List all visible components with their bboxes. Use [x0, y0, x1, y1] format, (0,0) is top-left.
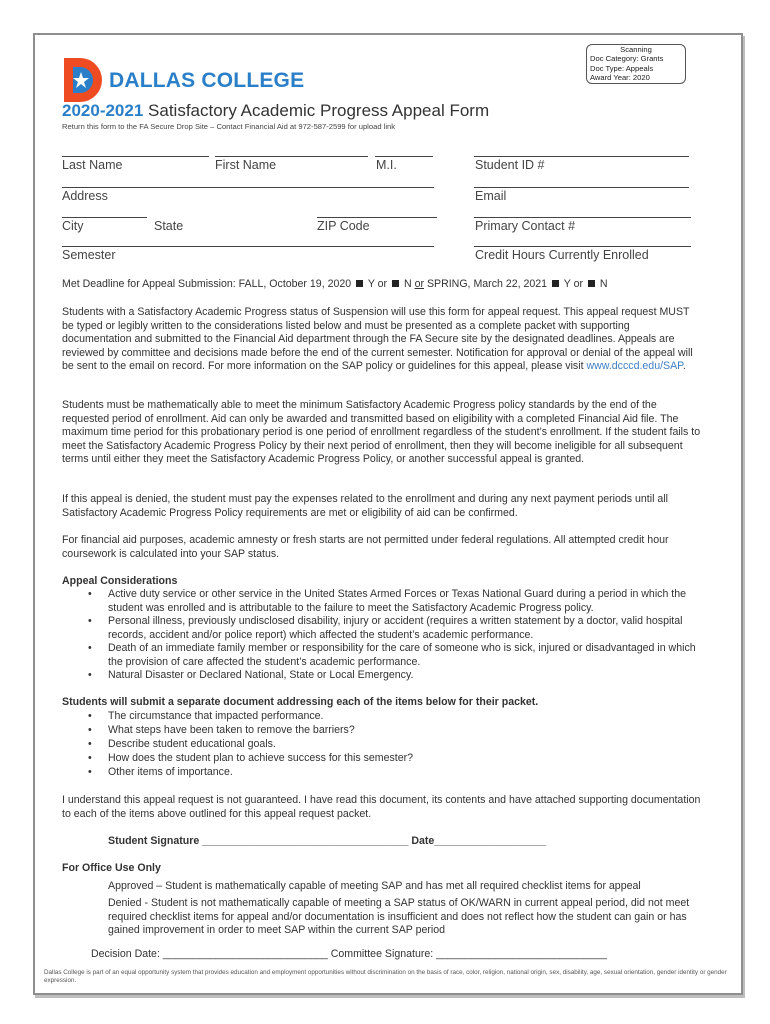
scan-line: Doc Type: Appeals	[590, 63, 654, 73]
paragraph-amnesty: For financial aid purposes, academic amnesty or fresh starts are not permitted under federal regulations. All attempted credit hour coursework is calculated into your SAP status.	[62, 534, 669, 560]
deadline-no-spring: N	[596, 278, 608, 290]
list-item-text: Natural Disaster or Declared National, State or Local Emergency.	[108, 669, 414, 681]
student-id-label: Student ID #	[475, 158, 545, 172]
paragraph-suspension	[62, 306, 702, 374]
list-item-text: Describe student educational goals.	[108, 738, 276, 750]
zip-label: ZIP Code	[317, 219, 370, 233]
first-name-label: First Name	[215, 158, 277, 172]
list-item	[88, 724, 698, 738]
scan-line: Scanning	[620, 45, 652, 54]
list-item	[88, 752, 698, 766]
mi-label: M.I.	[376, 158, 397, 172]
student-signature-field[interactable]: Student Signature ___________________________________ Date___________________	[108, 835, 547, 847]
email-label: Email	[475, 189, 507, 203]
denied-option[interactable]: Denied - Student is not mathematically capable of meeting a SAP status of OK/WARN in current appeal period, did not meet required checklist items for appeal and/or documentation is insufficient and does not reflect how the student can gain or has gained improvement in order to meet SAP within the current SAP period	[108, 897, 690, 936]
list-item	[88, 766, 698, 780]
checkbox-icon[interactable]	[552, 280, 559, 287]
bullet-icon: •	[88, 669, 92, 681]
email-line[interactable]	[474, 187, 689, 188]
list-item-text: Death of an immediate family member or responsibility for the care of someone who is sick, injured or disadvantaged in which the provision of care affected the student’s academic performance.	[108, 642, 696, 668]
list-item	[88, 738, 698, 752]
list-item-text: What steps have been taken to remove the barriers?	[108, 724, 355, 736]
bullet-icon: •	[88, 724, 92, 736]
state-label: State	[154, 219, 184, 233]
deadline-no-fall: N	[401, 278, 415, 290]
deadline-row	[62, 278, 702, 292]
list-item	[88, 615, 698, 642]
list-item-text: Personal illness, previously undisclosed disability, injury or accident (requires a written statement by a doctor, valid hospital records, accident and/or police report) which affected the student’s academic performance.	[108, 615, 683, 641]
address-label: Address	[62, 189, 108, 203]
document-page	[33, 33, 743, 995]
bullet-icon: •	[88, 615, 92, 627]
bullet-icon: •	[88, 642, 92, 654]
list-item-text: Other items of importance.	[108, 766, 233, 778]
credit-hours-label: Credit Hours Currently Enrolled	[475, 248, 649, 262]
office-use-heading: For Office Use Only	[62, 862, 161, 874]
last-name-label: Last Name	[62, 158, 123, 172]
list-item-text: Active duty service or other service in the United States Armed Forces or Texas National Guard during a period in which the student was enrolled and is attributable to the failure to meet the Satisfactory Academic Progress policy.	[108, 588, 687, 614]
list-item-text: How does the student plan to achieve success for this semester?	[108, 752, 414, 764]
bullet-icon: •	[88, 588, 92, 600]
list-item	[88, 669, 698, 683]
list-item	[88, 642, 698, 669]
paragraph-suspension-end: .	[682, 360, 686, 372]
paragraph-denied: If this appeal is denied, the student must pay the expenses related to the enrollment and during any next payment periods until all Satisfactory Academic Progress Policy requirements are met or eligibility of aid can be confirmed.	[62, 493, 668, 519]
form-title-year: 2020-2021	[62, 101, 144, 120]
scanning-box	[586, 44, 686, 84]
packet-heading: Students will submit a separate document addressing each of the items below for their packet.	[62, 696, 539, 708]
footer-disclaimer: Dallas College is part of an equal opportunity system that provides education and employment opportunities without discrimination on the basis of race, color, religion, national origin, sex, disability, age, sexual orientation, gender identity or gender expression.	[44, 969, 727, 984]
approved-option[interactable]: Approved – Student is mathematically capable of meeting SAP and has met all required checklist items for appeal	[108, 880, 641, 892]
form-subtitle: Return this form to the FA Secure Drop Site – Contact Financial Aid at 972-587-2599 for upload link	[62, 122, 396, 131]
form-title	[62, 101, 489, 121]
semester-line[interactable]	[62, 246, 434, 247]
list-item-text: The circumstance that impacted performance.	[108, 710, 324, 722]
decision-date-field[interactable]: Decision Date: ____________________________ Committee Signature: _____________________________	[91, 948, 608, 960]
checkbox-icon[interactable]	[356, 280, 363, 287]
considerations-heading: Appeal Considerations	[62, 575, 178, 587]
deadline-prefix: Met Deadline for Appeal Submission: FALL, October 19, 2020	[62, 278, 355, 290]
paragraph-math: Students must be mathematically able to meet the minimum Satisfactory Academic Progress policy standards by the end of the requested period of enrollment. Aid can only be awarded and transmitted based on eligibility with a completed Financial Aid file. The maximum time period for this probationary period is one period of enrollment regardless of the student’s enrollment. If the student fails to meet the Satisfactory Academic Progress Policy by their next period of enrollment, then they will become ineligible for all subsequent terms until either they meet the Satisfactory Academic Progress Policy, or another successful appeal is granted.	[62, 399, 701, 465]
deadline-or: or	[414, 278, 424, 290]
bullet-icon: •	[88, 710, 92, 722]
logo-wordmark: DALLAS COLLEGE	[109, 69, 305, 92]
checkbox-icon[interactable]	[588, 280, 595, 287]
sap-link[interactable]: www.dcccd.edu/SAP	[586, 360, 683, 372]
paragraph-suspension-text: Students with a Satisfactory Academic Progress status of Suspension will use this form for appeal request. This appeal request MUST be typed or legibly written to the considerations listed below and must be presented as a complete packet with supporting documentation and submitted to the Financial Aid department through the FA Secure site by the designated deadlines. Appeals are reviewed by committee and decisions made before the end of the current semester. Notification for approval or denial of the appeal will be sent to the email on record. For more information on the SAP policy or guidelines for this appeal, please visit	[62, 306, 693, 372]
mi-line[interactable]	[375, 156, 433, 157]
last-name-line[interactable]	[62, 156, 209, 157]
bullet-icon: •	[88, 752, 92, 764]
deadline-yes-spring: Y or	[561, 278, 586, 290]
credit-hours-line[interactable]	[474, 246, 691, 247]
list-item	[88, 710, 698, 724]
first-name-line[interactable]	[215, 156, 368, 157]
form-title-text: Satisfactory Academic Progress Appeal Form	[143, 101, 490, 120]
semester-label: Semester	[62, 248, 116, 262]
primary-contact-label: Primary Contact #	[475, 219, 576, 233]
city-line[interactable]	[62, 217, 147, 218]
primary-contact-line[interactable]	[474, 217, 691, 218]
zip-line[interactable]	[317, 217, 437, 218]
city-label: City	[62, 219, 84, 233]
understand-statement: I understand this appeal request is not guaranteed. I have read this document, its contents and have attached supporting documentation to each of the items above outlined for this appeal request packet.	[62, 794, 701, 820]
address-line[interactable]	[62, 187, 434, 188]
student-id-line[interactable]	[474, 156, 689, 157]
bullet-icon: •	[88, 738, 92, 750]
bullet-icon: •	[88, 766, 92, 778]
checkbox-icon[interactable]	[392, 280, 399, 287]
deadline-spring: SPRING, March 22, 2021	[424, 278, 551, 290]
scan-line: Doc Category: Grants	[590, 54, 664, 64]
scan-line: Award Year: 2020	[590, 73, 650, 83]
deadline-yes-fall: Y or	[365, 278, 391, 290]
list-item	[88, 588, 698, 615]
